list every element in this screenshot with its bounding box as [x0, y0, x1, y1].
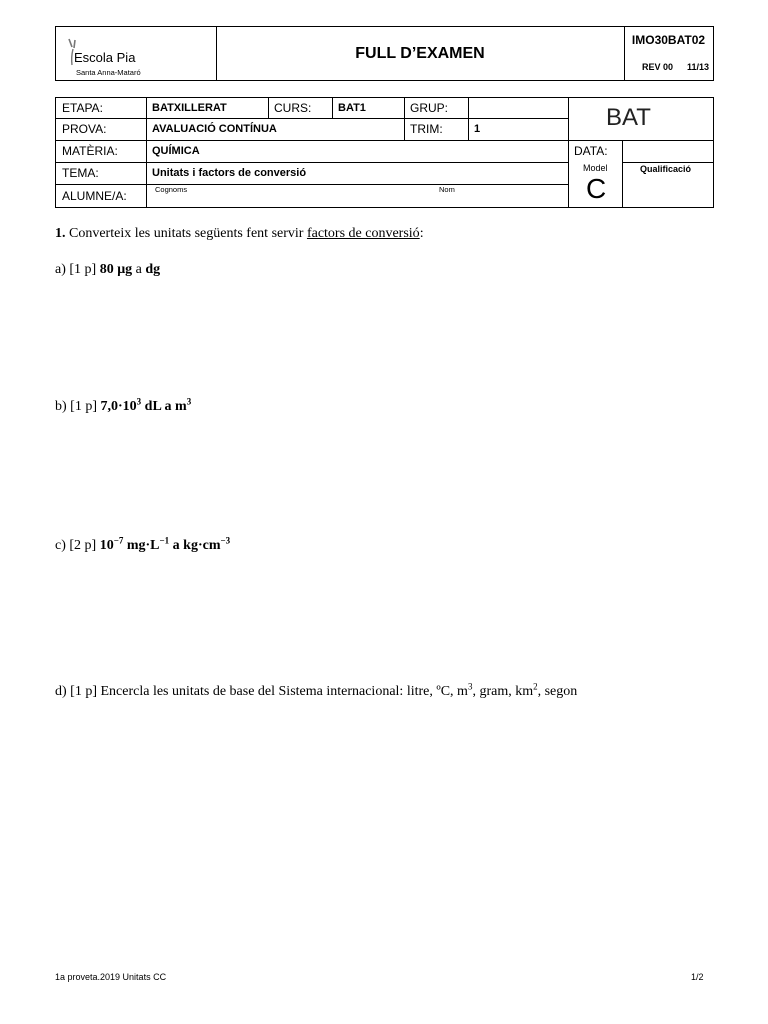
- model-letter: C: [586, 173, 607, 204]
- materia-label: MATÈRIA:: [62, 144, 118, 158]
- question-1c-prefix: c) [2 p]: [55, 538, 100, 553]
- question-1c: [55, 535, 231, 554]
- question-1c-unit1: mg·L: [123, 538, 160, 553]
- question-1: [55, 226, 424, 242]
- document-code: IMO30BAT02: [631, 33, 706, 47]
- question-1b: [55, 396, 192, 415]
- grup-field[interactable]: [468, 98, 568, 118]
- revision: REV 00: [642, 62, 674, 72]
- nom-label: Nom: [439, 185, 455, 194]
- question-1c-unit2: a kg·cm: [169, 538, 221, 553]
- bat-logo: BAT: [606, 104, 651, 131]
- question-1a-mid: a: [132, 262, 146, 277]
- prova-label: PROVA:: [62, 122, 107, 136]
- question-1b-unit: dL a m: [141, 399, 187, 414]
- page-title: FULL D’EXAMEN: [216, 27, 625, 80]
- question-1a-target: dg: [145, 262, 161, 277]
- question-1-end: :: [419, 226, 424, 241]
- exam-info-table: [55, 97, 714, 208]
- school-name: Escola Pia: [74, 50, 136, 65]
- grup-label: GRUP:: [410, 101, 449, 115]
- question-1c-value: 10: [99, 538, 114, 553]
- data-field[interactable]: [622, 140, 713, 162]
- question-1b-exp2: 3: [186, 396, 192, 407]
- question-1b-value: 7,0·10: [100, 399, 137, 414]
- curs-value: BAT1: [338, 102, 366, 114]
- question-1c-exp3: −3: [220, 535, 231, 546]
- document-code-box: [624, 27, 713, 80]
- question-1d: [55, 681, 578, 700]
- exam-header: [55, 26, 714, 81]
- question-1-text: Converteix les unitats següents fent servir: [65, 226, 307, 241]
- question-1c-exp2: −1: [159, 535, 170, 546]
- question-1a: [55, 262, 160, 278]
- tema-value: Unitats i factors de conversió: [152, 167, 307, 179]
- alumne-label: ALUMNE/A:: [62, 188, 127, 203]
- question-1-number: 1.: [55, 226, 66, 241]
- question-1a-prefix: a) [1 p]: [55, 262, 100, 277]
- question-1d-exp2: 2: [533, 681, 538, 692]
- footer-page-number: 1/2: [691, 972, 704, 982]
- etapa-value: BATXILLERAT: [152, 102, 227, 114]
- qualificacio-label: Qualificació: [640, 164, 692, 174]
- revision-date: 11/13: [686, 62, 709, 72]
- school-location: Santa Anna-Mataró: [76, 68, 141, 77]
- curs-label: CURS:: [274, 101, 312, 115]
- question-1d-text1: d) [1 p] Encercla les unitats de base del Sistema internacional: litre, ºC, m: [55, 684, 468, 699]
- prova-value: AVALUACIÓ CONTÍNUA: [152, 123, 277, 135]
- tema-label: TEMA:: [62, 166, 99, 180]
- trim-label: TRIM:: [410, 122, 443, 136]
- trim-value: 1: [474, 123, 481, 135]
- etapa-label: ETAPA:: [62, 101, 103, 115]
- question-1b-exp1: 3: [136, 396, 142, 407]
- question-1d-exp1: 3: [467, 681, 473, 692]
- cognoms-label: Cognoms: [155, 185, 188, 194]
- materia-value: QUÍMICA: [152, 145, 200, 157]
- footer-filename: 1a proveta.2019 Unitats CC: [55, 972, 167, 982]
- school-logo: [56, 27, 217, 80]
- question-1d-text2: , gram, km: [472, 684, 534, 699]
- question-1c-exp1: −7: [113, 535, 124, 546]
- question-1d-text3: , segon: [537, 684, 578, 699]
- data-label: DATA:: [574, 144, 608, 158]
- question-1a-value: 80 μg: [99, 262, 133, 277]
- question-1b-prefix: b) [1 p]: [55, 399, 101, 414]
- model-label: Model: [583, 163, 608, 173]
- question-1-link: factors de conversió: [306, 226, 420, 241]
